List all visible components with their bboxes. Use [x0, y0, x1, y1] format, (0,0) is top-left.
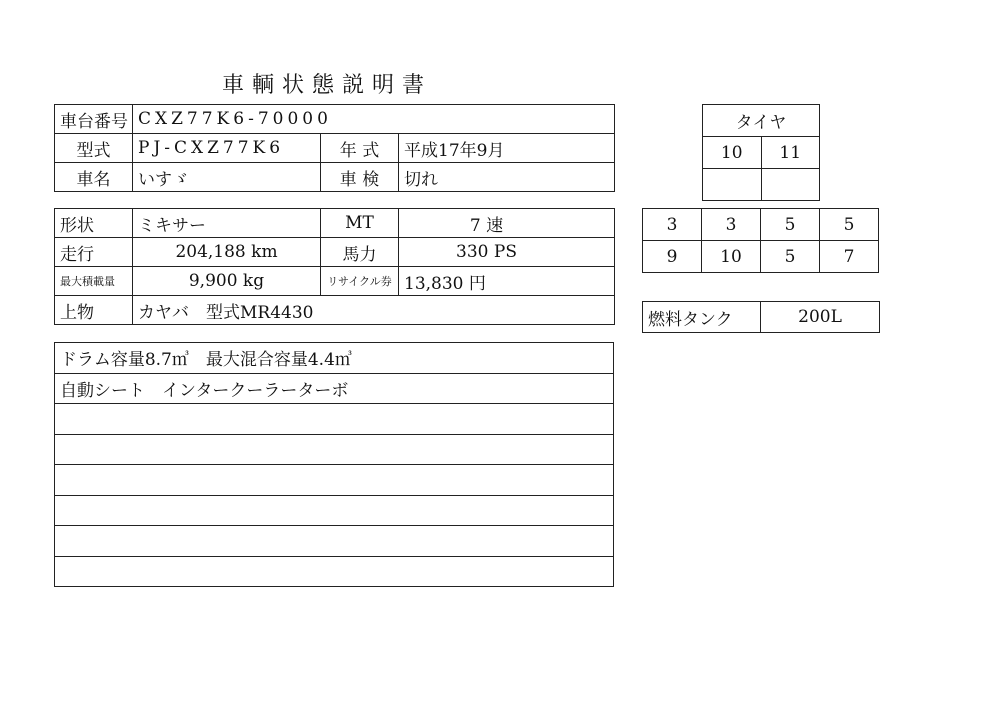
note-line: [55, 526, 614, 557]
table-row: [55, 296, 615, 325]
table-row: [643, 302, 880, 333]
body-value: カヤバ 型式MR4430: [133, 296, 615, 325]
tire-blank: [761, 169, 820, 201]
inspection-value: 切れ: [399, 163, 615, 192]
table-row: [55, 238, 615, 267]
tread-value: 7: [820, 241, 879, 273]
table-row: [703, 137, 820, 169]
note-line: [55, 434, 614, 465]
notes-table: [54, 342, 614, 587]
note-line: ドラム容量8.7㎥ 最大混合容量4.4㎥: [55, 343, 614, 374]
model-label: 型式: [55, 134, 133, 163]
name-value: いすゞ: [133, 163, 321, 192]
tread-value: 3: [702, 209, 761, 241]
table-row: [55, 373, 614, 404]
tread-value: 9: [643, 241, 702, 273]
table-row: [703, 105, 820, 137]
tire-label: タイヤ: [703, 105, 820, 137]
tire-size: 11: [761, 137, 820, 169]
spec-table: [54, 208, 615, 325]
note-line: [55, 556, 614, 587]
table-row: [55, 465, 614, 496]
tread-value: 5: [820, 209, 879, 241]
mileage-value: 204,188 km: [133, 238, 321, 267]
chassis-no-label: 車台番号: [55, 105, 133, 134]
chassis-no-value: CXZ77K6-70000: [133, 105, 615, 134]
tread-value: 3: [643, 209, 702, 241]
tire-blank: [703, 169, 762, 201]
table-row: [55, 343, 614, 374]
table-row: [55, 105, 615, 134]
recycle-label: リサイクル券: [321, 267, 399, 296]
fuel-value: 200L: [761, 302, 880, 333]
table-row: [55, 434, 614, 465]
power-value: 330 PS: [399, 238, 615, 267]
fuel-label: 燃料タンク: [643, 302, 761, 333]
table-row: [643, 209, 879, 241]
tread-value: 10: [702, 241, 761, 273]
note-line: [55, 404, 614, 435]
fuel-tank-table: [642, 301, 880, 333]
table-row: [55, 556, 614, 587]
table-row: [55, 404, 614, 435]
table-row: [55, 134, 615, 163]
year-value: 平成17年9月: [399, 134, 615, 163]
table-row: [55, 526, 614, 557]
table-row: [55, 267, 615, 296]
table-row: [55, 163, 615, 192]
recycle-value: 13,830 円: [399, 267, 615, 296]
mileage-label: 走行: [55, 238, 133, 267]
document-title: 車輌状態説明書: [222, 73, 433, 98]
table-row: [643, 241, 879, 273]
vehicle-info-table: [54, 104, 615, 192]
tread-value: 5: [761, 209, 820, 241]
tread-value: 5: [761, 241, 820, 273]
load-value: 9,900 kg: [133, 267, 321, 296]
trans-label: MT: [321, 209, 399, 238]
note-line: [55, 495, 614, 526]
note-line: 自動シート インタークーラーターボ: [55, 373, 614, 404]
tire-size: 10: [703, 137, 762, 169]
shape-value: ミキサー: [133, 209, 321, 238]
inspection-label: 車 検: [321, 163, 399, 192]
table-row: [703, 169, 820, 201]
power-label: 馬力: [321, 238, 399, 267]
body-label: 上物: [55, 296, 133, 325]
table-row: [55, 495, 614, 526]
note-line: [55, 465, 614, 496]
year-label: 年 式: [321, 134, 399, 163]
model-value: PJ-CXZ77K6: [133, 134, 321, 163]
shape-label: 形状: [55, 209, 133, 238]
load-label: 最大積載量: [55, 267, 133, 296]
tire-tread-table: [642, 208, 879, 273]
table-row: [55, 209, 615, 238]
name-label: 車名: [55, 163, 133, 192]
tire-table: [702, 104, 820, 201]
trans-value: 7 速: [399, 209, 615, 238]
